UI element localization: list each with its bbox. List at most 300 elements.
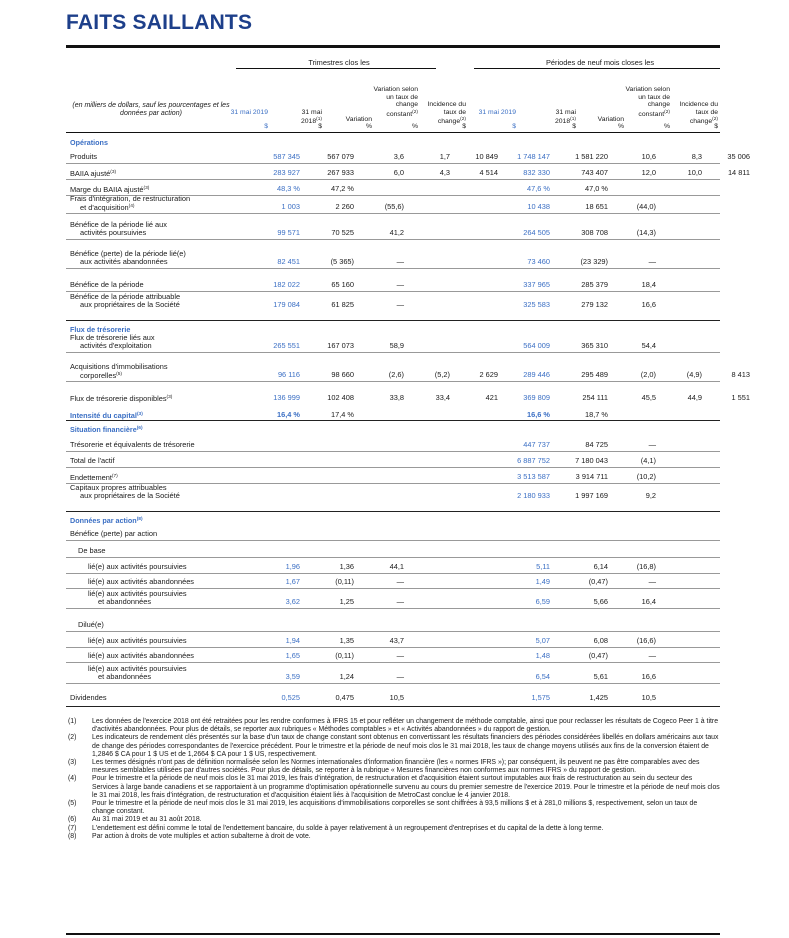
column-header-label: Incidence du taux de change (679, 101, 718, 125)
cell-col-7: 295 489 (581, 370, 608, 379)
cell-col-2: (0,11) (335, 577, 354, 586)
cell-col-5: 4 514 (479, 168, 498, 177)
row-label-sup: (5) (116, 371, 123, 377)
cell-col-3: 6,0 (393, 168, 404, 177)
row-label-text: Flux de trésorerie liés aux (70, 333, 155, 342)
cell-col-7: 743 407 (581, 168, 608, 177)
section-divider-financial (66, 420, 720, 421)
footnote-text: Les données de l'exercice 2018 ont été retraitées pour les rendre conformes à IFRS 15 et pour refléter un changement de méthode comptable, ainsi que pour reclasser les résultats de Cogeco Peer 1 à titre d'activités abandonnées. Pour plus de détails, se reporter aux rubriques « Méthodes comptables » et « Activités abandonnées » du rapport de gestion. (92, 718, 719, 734)
section-financial-position-label: Situation financière (70, 425, 137, 434)
cell-col-8: 12,0 (641, 168, 656, 177)
cell-col-6: 337 965 (523, 280, 550, 289)
row-label (70, 484, 180, 500)
cell-col-2: 61 825 (331, 300, 354, 309)
page-title: FAITS SAILLANTS (66, 11, 253, 34)
cell-col-7: (0,47) (588, 577, 608, 586)
cell-col-1: 1,94 (285, 636, 300, 645)
row-label-text-line2: activités d'exploitation (80, 340, 152, 350)
row-label-text: Marge du BAIIA ajusté (70, 185, 144, 194)
cell-col-6: 832 330 (523, 168, 550, 177)
cell-col-6: 1,49 (535, 577, 550, 586)
cell-col-3: — (396, 300, 404, 309)
footnote-number: (7) (68, 824, 77, 832)
footnote-number: (2) (68, 734, 77, 742)
cell-col-8: (4,1) (640, 456, 656, 465)
cell-col-8: 18,4 (641, 280, 656, 289)
cell-col-6: 289 446 (523, 370, 550, 379)
row-label-text: lié(e) aux activités abandonnées (88, 651, 194, 660)
column-unit: % (411, 123, 418, 130)
cell-col-7: 285 379 (581, 280, 608, 289)
row-label (78, 547, 106, 555)
cell-col-8: 16,4 (641, 597, 656, 606)
cell-col-1: 179 084 (273, 300, 300, 309)
row-divider (66, 451, 720, 452)
cell-col-8: 16,6 (641, 672, 656, 681)
column-header-10 (672, 101, 718, 125)
column-header-sup: (1) (316, 117, 322, 122)
row-label-text: Dividendes (70, 693, 107, 702)
cell-col-7: 254 111 (582, 393, 608, 402)
cell-col-7: (0,47) (588, 651, 608, 660)
cell-col-3: — (396, 280, 404, 289)
cell-col-7: 6,08 (593, 636, 608, 645)
row-label-text: Dilué(e) (78, 620, 104, 629)
row-label (88, 590, 187, 606)
cell-col-2: 65 160 (331, 280, 354, 289)
row-label-text: Capitaux propres attribuables (70, 483, 167, 492)
cell-col-7: 7 180 043 (575, 456, 608, 465)
cell-col-4: 33,4 (435, 393, 450, 402)
footnote (66, 734, 720, 759)
cell-col-6: 47,6 % (526, 184, 550, 193)
cell-col-6: 16,6 % (526, 410, 550, 419)
row-divider (66, 683, 720, 684)
row-divider (66, 540, 720, 541)
cell-col-1: 265 551 (273, 341, 300, 350)
footnote (66, 816, 720, 824)
header-divider (66, 132, 720, 133)
cell-col-6: 1,575 (531, 693, 550, 702)
cell-col-3: — (396, 672, 404, 681)
cell-col-6: 369 809 (523, 393, 550, 402)
column-unit: $ (318, 123, 322, 130)
cell-col-1: 99 571 (277, 228, 300, 237)
cell-col-8: (2,0) (640, 370, 656, 379)
cell-col-8: (10,2) (636, 472, 656, 481)
section-per-share (70, 516, 143, 525)
column-header-5 (420, 101, 466, 125)
row-label-text: Bénéfice de la période lié aux (70, 220, 167, 229)
row-divider (66, 608, 720, 609)
row-label-text-line2: et d'acquisition (80, 202, 129, 212)
row-label-text: lié(e) aux activités poursuivies (88, 636, 187, 645)
footnotes (66, 718, 720, 841)
table-bottom-divider (66, 706, 720, 707)
row-label (70, 457, 115, 465)
row-label (70, 441, 195, 449)
section-divider-cash (66, 320, 720, 321)
cell-col-7: 6,14 (593, 562, 608, 571)
cell-col-6: 564 009 (523, 341, 550, 350)
cell-col-2: 0,475 (335, 693, 354, 702)
cell-col-8: 9,2 (645, 491, 656, 500)
footnote (66, 800, 720, 816)
cell-col-10: 35 006 (727, 152, 750, 161)
row-label-text: Bénéfice de la période (70, 280, 144, 289)
cell-col-9: 10,0 (687, 168, 702, 177)
footnote-text: Pour le trimestre et la période de neuf mois clos le 31 mai 2019, les frais d'intégration, de restructuration et d'acquisition étaient surtout imputables aux frais de restructuration au sein du secteur des Services à large bande canadiens et se rapportaient à un programme d'optimisation opérationnelle survenu au cours du premier semestre de l'exercice 2019. Pour le trimestre et la période de neuf mois clos le 31 mai 2018, les frais d'intégration, de restructuration et d'acquisition étaient liés à l'acquisition de MetroCast conclue le 4 janvier 2018. (92, 775, 720, 799)
row-label (88, 652, 194, 660)
cell-col-6: 10 438 (527, 202, 550, 211)
cell-col-2: 70 525 (331, 228, 354, 237)
column-header-sup: (2) (712, 117, 718, 122)
cell-col-6: 447 737 (523, 440, 550, 449)
row-label (70, 334, 155, 350)
row-label (70, 281, 144, 289)
footnote-number: (6) (68, 816, 77, 824)
cell-col-1: 3,62 (285, 597, 300, 606)
footnote-number: (1) (68, 718, 77, 725)
cell-col-1: 48,3 % (276, 184, 300, 193)
section-per-share-label: Données par action (70, 516, 137, 525)
cell-col-8: 45,5 (641, 393, 656, 402)
row-label-text-line2: aux propriétaires de la Société (80, 299, 180, 309)
footnote-number: (5) (68, 800, 77, 808)
cell-col-8: — (648, 577, 656, 586)
row-divider (66, 647, 720, 648)
column-header-6 (476, 109, 516, 116)
row-label-text: Trésorerie et équivalents de trésorerie (70, 440, 195, 449)
cell-col-2: 1,36 (339, 562, 354, 571)
footnote (66, 718, 720, 734)
row-divider (66, 352, 720, 353)
cell-col-7: 308 708 (581, 228, 608, 237)
cell-col-2: 567 079 (327, 152, 354, 161)
top-divider (66, 45, 720, 48)
column-unit: $ (512, 123, 516, 130)
cell-col-8: — (648, 440, 656, 449)
row-label-text-line2: activités poursuivies (80, 227, 147, 237)
cell-col-10: 14 811 (727, 168, 750, 177)
cell-col-5: 2 629 (479, 370, 498, 379)
row-divider (66, 268, 720, 269)
cell-col-8: (16,8) (636, 562, 656, 571)
row-label (88, 665, 187, 681)
column-header-label: Variation (345, 116, 372, 123)
row-label-text: Acquisitions d'immobilisations (70, 362, 168, 371)
cell-col-8: 10,6 (641, 152, 656, 161)
footnote-number: (4) (68, 775, 77, 783)
row-label-text: Bénéfice (perte) par action (70, 529, 158, 538)
row-label-text-line2: aux activités abandonnées (80, 256, 168, 266)
cell-col-6: 264 505 (523, 228, 550, 237)
cell-col-8: (16,6) (636, 636, 656, 645)
cell-col-1: 136 999 (273, 393, 300, 402)
section-divider-per-share (66, 511, 720, 512)
footnote (66, 825, 720, 833)
column-header-1 (228, 109, 268, 116)
cell-col-1: 3,59 (285, 672, 300, 681)
cell-col-2: (0,11) (335, 651, 354, 660)
cell-col-3: — (396, 651, 404, 660)
row-label-text-line2: et abandonnées (98, 671, 152, 681)
cell-col-6: 6 887 752 (517, 456, 550, 465)
cell-col-2: 1,25 (339, 597, 354, 606)
footnote-text: Pour le trimestre et la période de neuf mois clos le 31 mai 2019, les acquisitions d'immobilisations corporelles se sont chiffrées à 93,5 millions $ et à 281,0 millions $, respectivement, selon un taux de change constant. (92, 800, 698, 816)
cell-col-5: 421 (485, 393, 498, 402)
cell-col-3: 43,7 (389, 636, 404, 645)
cell-col-7: 18,7 % (584, 410, 608, 419)
cell-col-7: 5,61 (593, 672, 608, 681)
column-header-label: 31 mai 2019 (230, 108, 268, 116)
cell-col-1: 96 116 (277, 370, 300, 379)
row-label-text-line2: et abandonnées (98, 596, 152, 606)
row-label-sup: (3) (166, 395, 173, 400)
row-label (88, 578, 194, 586)
row-label-text: Total de l'actif (70, 456, 115, 465)
row-label-text: Bénéfice de la période attribuable (70, 292, 181, 301)
cell-col-1: 283 927 (273, 168, 300, 177)
cell-col-1: 1,96 (285, 562, 300, 571)
row-label (70, 153, 97, 161)
column-header-label: Variation (597, 116, 624, 123)
row-divider (66, 213, 720, 214)
footnote-text: Les termes désignés n'ont pas de définition normalisée selon les Normes internationales d'information financière (les « normes IFRS »); par conséquent, ils peuvent ne pas être comparables avec des mesures semblables utilisées par d'autres sociétés. Pour plus de détails, se reporter à la rubrique « Mesures financières non conformes aux normes IFRS » du rapport de gestion. (92, 759, 700, 775)
cell-col-9: 8,3 (691, 152, 702, 161)
cell-col-1: 0,525 (281, 693, 300, 702)
cell-col-2: (5 365) (330, 257, 354, 266)
column-header-9 (624, 86, 670, 118)
cell-col-3: 41,2 (389, 228, 404, 237)
footnote (66, 775, 720, 800)
row-label-text: Flux de trésorerie disponibles (70, 394, 167, 403)
row-label-text: De base (78, 546, 106, 555)
row-label (78, 621, 104, 629)
cell-col-2: 1,24 (339, 672, 354, 681)
section-operations: Opérations (70, 138, 108, 147)
cell-col-1: 1 003 (281, 202, 300, 211)
cell-col-2: 1,35 (339, 636, 354, 645)
row-label-text: Intensité du capital (70, 411, 137, 420)
cell-col-1: 82 451 (277, 257, 300, 266)
header-unit-note: (en milliers de dollars, sauf les pourcentages et les données par action) (72, 102, 230, 117)
footnote (66, 759, 720, 775)
row-label (70, 394, 172, 403)
cell-col-3: 44,1 (389, 562, 404, 571)
cell-col-7: 1 581 220 (575, 152, 608, 161)
column-unit: % (663, 123, 670, 130)
row-divider (66, 381, 720, 382)
row-label-sup: (4) (128, 203, 135, 209)
row-divider (66, 631, 720, 632)
cell-col-2: 98 660 (331, 370, 354, 379)
cell-col-8: 16,6 (641, 300, 656, 309)
cell-col-6: 5,07 (535, 636, 550, 645)
cell-col-1: 587 345 (273, 152, 300, 161)
bottom-divider (66, 933, 720, 935)
column-header-sup: (2) (664, 109, 670, 115)
row-divider (66, 557, 720, 558)
column-unit: % (365, 123, 372, 130)
cell-col-7: 5,66 (593, 597, 608, 606)
cell-col-7: 3 914 711 (575, 472, 608, 481)
cell-col-3: — (396, 597, 404, 606)
cell-col-3: 58,9 (389, 341, 404, 350)
column-header-label: 31 mai 2018 (555, 108, 576, 125)
cell-col-8: — (648, 651, 656, 660)
row-label-text: lié(e) aux activités poursuivies (88, 589, 187, 598)
cell-col-3: (55,6) (384, 202, 404, 211)
cell-col-4: 4,3 (439, 168, 450, 177)
footnote-text: Au 31 mai 2019 et au 31 août 2018. (92, 816, 202, 824)
cell-col-3: 3,6 (393, 152, 404, 161)
row-divider (66, 179, 720, 180)
row-label-text-line2: corporelles (80, 370, 117, 380)
cell-col-6: 6,54 (535, 672, 550, 681)
row-label (70, 473, 118, 482)
column-header-label: Incidence du taux de change (427, 101, 466, 125)
column-header-label: 31 mai 2018 (301, 108, 322, 125)
cell-col-4: 1,7 (439, 152, 450, 161)
row-label (70, 411, 143, 420)
section-per-share-sup: (8) (136, 517, 143, 522)
row-label (70, 185, 149, 194)
column-header-sup: (1) (570, 117, 576, 122)
row-label (70, 221, 167, 237)
cell-col-6: 325 583 (523, 300, 550, 309)
row-label-sup: (3) (143, 186, 150, 191)
cell-col-9: (4,9) (686, 370, 702, 379)
cell-col-4: (5,2) (434, 370, 450, 379)
section-financial-position-sup: (6) (136, 426, 143, 431)
section-financial-position (70, 425, 143, 434)
footnote (66, 833, 720, 841)
cell-col-7: 84 725 (585, 440, 608, 449)
column-header-label: Variation selon un taux de change constant (625, 86, 670, 118)
cell-col-7: 279 132 (581, 300, 608, 309)
group-quarter-rule (236, 68, 436, 69)
group-nine-months-header: Périodes de neuf mois closes les (545, 58, 655, 67)
cell-col-8: (14,3) (636, 228, 656, 237)
row-label (70, 530, 157, 538)
cell-col-8: 54,4 (641, 341, 656, 350)
cell-col-6: 1,48 (535, 651, 550, 660)
cell-col-7: 365 310 (581, 341, 608, 350)
row-label (70, 293, 180, 309)
cell-col-3: — (396, 257, 404, 266)
cell-col-6: 3 513 587 (517, 472, 550, 481)
row-label (70, 694, 107, 702)
column-unit: $ (714, 123, 718, 130)
row-label-text: BAIIA ajusté (70, 169, 111, 178)
row-label-text: Endettement (70, 473, 112, 482)
row-label (70, 169, 116, 178)
cell-col-2: 102 408 (327, 393, 354, 402)
row-label-text-line2: aux propriétaires de la Société (80, 490, 180, 500)
row-label-sup: (7) (111, 474, 118, 479)
row-label-text: lié(e) aux activités poursuivies (88, 562, 187, 571)
cell-col-8: — (648, 257, 656, 266)
cell-col-1: 182 022 (273, 280, 300, 289)
row-label (88, 563, 187, 571)
row-label-sup: (3) (136, 412, 143, 417)
cell-col-7: (23 329) (580, 257, 608, 266)
section-cash-flow: Flux de trésorerie (70, 325, 131, 334)
column-unit: % (617, 123, 624, 130)
column-header-label: Variation selon un taux de change constant (373, 86, 418, 118)
row-label-text: lié(e) aux activités abandonnées (88, 577, 194, 586)
footnote-number: (3) (68, 759, 77, 767)
column-header-sup: (2) (412, 109, 418, 115)
row-divider (66, 662, 720, 663)
cell-col-7: 47,0 % (584, 184, 608, 193)
cell-col-10: 8 413 (731, 370, 750, 379)
row-label (88, 637, 187, 645)
footnote-text: L'endettement est défini comme le total de l'endettement bancaire, du solde à payer relativement à un regroupement d'entreprises et du capital de la dette à long terme. (92, 824, 604, 832)
cell-col-6: 73 460 (527, 257, 550, 266)
cell-col-7: 1 997 169 (575, 491, 608, 500)
row-label-text: lié(e) aux activités poursuivies (88, 664, 187, 673)
cell-col-6: 2 180 933 (517, 491, 550, 500)
cell-col-3: 33,8 (389, 393, 404, 402)
column-header-4 (372, 86, 418, 118)
row-label (70, 363, 168, 380)
cell-col-3: (2,6) (388, 370, 404, 379)
cell-col-8: (44,0) (636, 202, 656, 211)
footnote-text: Les indicateurs de rendement clés présentés sur la base d'un taux de change constant sont obtenus en convertissant les résultats financiers des périodes considérées libellés en dollars américains aux taux de change des périodes correspondantes de l'exercice précédent. Pour le trimestre et la période de neuf mois clos le 31 mai 2018, les taux de change moyens utilisés aux fins de la conversion étaient de 1,2846 $ CA pour 1 $ US et de 1,2664 $ CA pour 1 $ US, respectivement. (92, 734, 719, 758)
cell-col-5: 10 849 (475, 152, 498, 161)
row-label-text: Produits (70, 152, 98, 161)
column-unit: $ (572, 123, 576, 130)
cell-col-2: 2 260 (335, 202, 354, 211)
cell-col-1: 1,65 (285, 651, 300, 660)
row-label-text: Frais d'intégration, de restructuration (70, 194, 191, 203)
column-header-label: 31 mai 2019 (478, 108, 516, 116)
cell-col-3: 10,5 (389, 693, 404, 702)
footnote-text: Par action à droits de vote multiples et action subalterne à droit de vote. (92, 832, 311, 840)
cell-col-1: 1,67 (285, 577, 300, 586)
row-label-text: Bénéfice (perte) de la période lié(e) (70, 249, 186, 258)
column-header-sup: (2) (460, 117, 466, 122)
footnote-number: (8) (68, 832, 77, 840)
row-label-sup: (3) (110, 170, 117, 175)
cell-col-1: 16,4 % (276, 410, 300, 419)
cell-col-6: 5,11 (536, 562, 550, 571)
cell-col-2: 267 933 (327, 168, 354, 177)
cell-col-6: 6,59 (535, 597, 550, 606)
cell-col-7: 18 651 (585, 202, 608, 211)
cell-col-8: 10,5 (641, 693, 656, 702)
row-divider (66, 573, 720, 574)
cell-col-10: 1 551 (731, 393, 750, 402)
group-nine-months-rule (474, 68, 720, 69)
cell-col-3: — (396, 577, 404, 586)
row-divider (66, 239, 720, 240)
cell-col-9: 44,9 (687, 393, 702, 402)
row-divider (66, 467, 720, 468)
cell-col-2: 17,4 % (330, 410, 354, 419)
group-quarter-header: Trimestres clos les (308, 58, 370, 67)
column-unit: $ (264, 123, 268, 130)
row-divider (66, 163, 720, 164)
cell-col-7: 1,425 (589, 693, 608, 702)
cell-col-2: 47,2 % (330, 184, 354, 193)
cell-col-6: 1 748 147 (517, 152, 550, 161)
column-unit: $ (462, 123, 466, 130)
cell-col-2: 167 073 (327, 341, 354, 350)
row-label (70, 195, 190, 212)
